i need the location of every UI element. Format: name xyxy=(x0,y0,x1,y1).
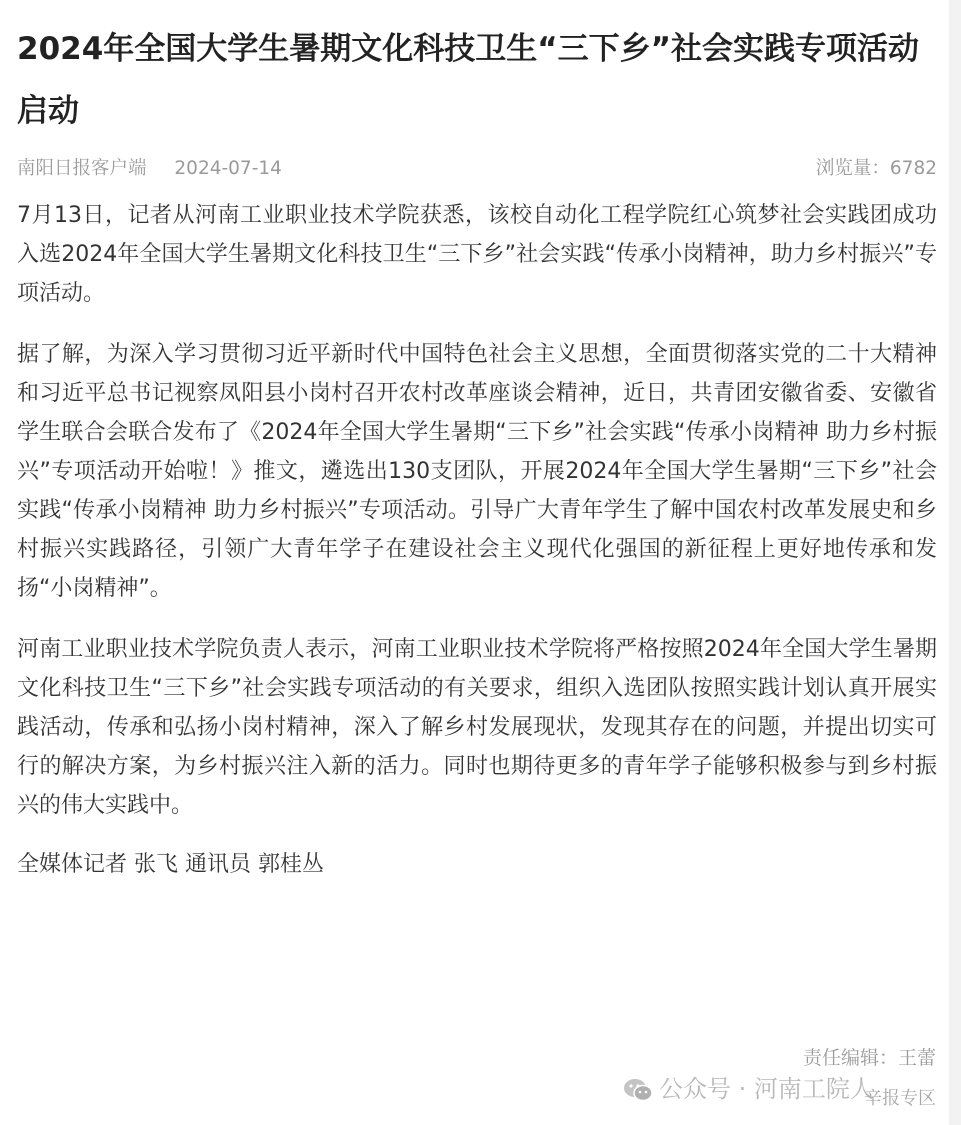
article-body xyxy=(17,196,937,825)
article-meta xyxy=(17,154,937,184)
watermark-text: 公众号 · 河南工院人 xyxy=(659,1075,874,1103)
section-tag[interactable]: 辛报专区 xyxy=(864,1088,936,1109)
page-edge-strip xyxy=(949,0,961,1125)
article-date: 2024-07-14 xyxy=(174,158,282,179)
article-paragraph: 河南工业职业技术学院负责人表示，河南工业职业技术学院将严格按照2024年全国大学生暑期文化科技卫生“三下乡”社会实践专项活动的有关要求，组织入选团队按照实践计划认真开展实践活动，传承和弘扬小岗村精神，深入了解乡村发展现状，发现其存在的问题，并提出切实可行的解决方案，为乡村振兴注入新的活力。同时也期待更多的青年学子能够积极参与到乡村振兴的伟大实践中。 xyxy=(17,637,937,818)
article-title: 2024年全国大学生暑期文化科技卫生“三下乡”社会实践专项活动启动 xyxy=(17,31,920,129)
wechat-watermark xyxy=(623,1072,874,1106)
view-count-value: 6782 xyxy=(889,158,937,179)
view-count xyxy=(816,154,937,184)
wechat-icon xyxy=(623,1075,659,1103)
article xyxy=(17,18,937,884)
article-byline: 全媒体记者 张飞 通讯员 郭桂丛 xyxy=(17,852,324,877)
article-source[interactable]: 南阳日报客户端 xyxy=(17,158,147,179)
responsible-editor: 责任编辑：王蕾 xyxy=(802,1047,936,1069)
article-paragraph: 据了解，为深入学习贯彻习近平新时代中国特色社会主义思想，全面贯彻落实党的二十大精神和习近平总书记视察凤阳县小岗村召开农村改革座谈会精神，近日，共青团安徽省委、安徽省学生联合会联合发布了《2024年全国大学生暑期“三下乡”社会实践“传承小岗精神 助力乡村振兴”专项活动开始啦！》推文，遴选出130支团队，开展2024年全国大学生暑期“三下乡”社会实践“传承小岗精神 助力乡村振兴”专项活动。引导广大青年学生了解中国农村改革发展史和乡村振兴实践路径，引领广大青年学子在建设社会主义现代化强国的新征程上更好地传承和发扬“小岗精神”。 xyxy=(17,342,937,601)
view-count-label: 浏览量： xyxy=(815,158,890,179)
article-paragraph: 7月13日，记者从河南工业职业技术学院获悉，该校自动化工程学院红心筑梦社会实践团成功入选2024年全国大学生暑期文化科技卫生“三下乡”社会实践“传承小岗精神，助力乡村振兴”专项活动。 xyxy=(17,203,937,306)
